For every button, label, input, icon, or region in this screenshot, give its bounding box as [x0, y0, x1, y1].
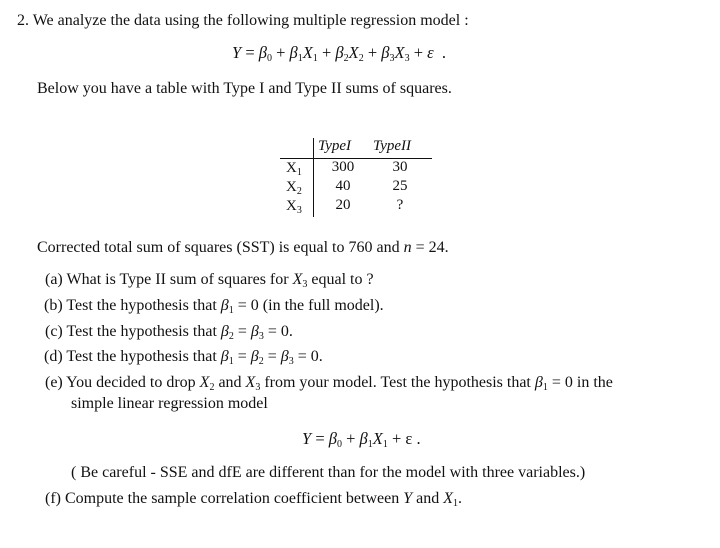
- problem-intro: We analyze the data using the following multiple regression model :: [32, 12, 469, 29]
- part-f-label: (f): [45, 490, 61, 507]
- part-a-label: (a): [45, 271, 63, 288]
- part-d-label: (d): [44, 348, 63, 365]
- table-cell-x3-type2: ?: [396, 197, 404, 213]
- part-b-label: (b): [44, 297, 63, 314]
- sst-line: Corrected total sum of squares (SST) is equal to 760 and n = 24.: [37, 239, 449, 256]
- part-d: (d) Test the hypothesis that $\beta_1 = \beta_2 = \beta_3 = 0$.: [44, 348, 323, 367]
- part-f: (f) Compute the sample correlation coefficient between Y and $X_1$.: [45, 490, 463, 509]
- part-b: (b) Test the hypothesis that $\beta_1 = 0$ (in the full model).: [44, 297, 384, 316]
- problem-number: 2.: [17, 12, 29, 29]
- formula-lhs: Y: [232, 43, 242, 62]
- full-model-formula: $Y = \beta_0 + \beta_1X_1 + \beta_2X_2 + \beta_3X_3 + \varepsilon$ .: [232, 43, 447, 64]
- table-header-type1: TypeI: [318, 138, 352, 154]
- table-row-label-x3: $X_3$: [286, 198, 302, 216]
- part-c: (c) Test the hypothesis that $\beta_2 = \beta_3 = 0$.: [45, 323, 293, 342]
- table-cell-x3-type1: 20: [335, 197, 351, 213]
- simple-model-formula: $Y = \beta_0 + \beta_1X_1 + \varepsilon$ .: [302, 429, 421, 450]
- table-intro: Below you have a table with Type I and Type II sums of squares.: [37, 80, 452, 97]
- table-cell-x2-type1: 40: [335, 178, 351, 194]
- table-header-type2: TypeII: [373, 138, 412, 154]
- table-vertical-rule: [313, 138, 314, 217]
- table-cell-x1-type2: 30: [392, 159, 408, 175]
- part-e-label: (e): [45, 374, 63, 391]
- part-a: (a) What is Type II sum of squares for $X_3$ equal to ?: [45, 271, 374, 290]
- problem-intro-line: [17, 12, 469, 30]
- careful-note: ( Be careful - SSE and dfE are different than for the model with three variables.): [71, 464, 586, 481]
- part-c-label: (c): [45, 323, 63, 340]
- table-row-label-x2: $X_2$: [286, 179, 302, 197]
- table-cell-x2-type2: 25: [392, 178, 408, 194]
- part-e-line2: simple linear regression model: [71, 395, 268, 412]
- part-e: (e) You decided to drop $X_2$ and $X_3$ from your model. Test the hypothesis that $\beta_1 = 0$ in the: [45, 374, 613, 393]
- table-row-label-x1: $X_1$: [286, 160, 302, 178]
- table-cell-x1-type1: 300: [331, 159, 355, 175]
